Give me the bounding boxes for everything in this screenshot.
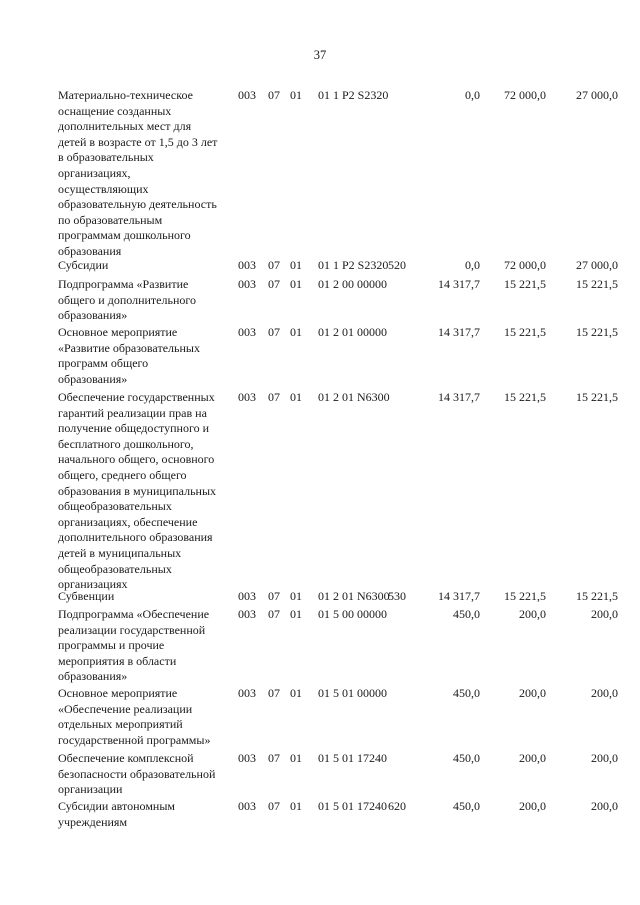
- amount-year-3: 27 000,0: [576, 88, 618, 102]
- subsection-code: 01: [290, 799, 302, 813]
- subsection-code: 01: [290, 258, 302, 272]
- dept-code: 003: [238, 88, 256, 102]
- subsection-code: 01: [290, 88, 302, 102]
- amount-year-2: 15 221,5: [504, 390, 546, 404]
- row-name: Материально-техническое оснащение созданных дополнительных мест для детей в возрасте от 1,5 до 3 лет в образовательных организациях, осуществляющих образовательную деятельность по образовательным программам дошкольного образования: [58, 88, 218, 258]
- dept-code: 003: [238, 799, 256, 813]
- amount-year-2: 200,0: [519, 607, 546, 621]
- subsection-code: 01: [290, 751, 302, 765]
- amount-year-1: 14 317,7: [438, 589, 480, 603]
- row-name: Обеспечение государственных гарантий реализации прав на получение общедоступного и бесплатного дошкольного, начального общего, основного общего, среднего общего образования в муниципальных общеобразовательных организациях, обеспечение дополнительного образования детей в муниципальных общеобразовательных организациях: [58, 390, 217, 592]
- amount-year-1: 450,0: [453, 686, 480, 700]
- target-article-code: 01 5 01 17240: [318, 751, 387, 765]
- expense-type-code: 620: [388, 799, 406, 813]
- row-name: Основное мероприятие «Обеспечение реализации отдельных мероприятий государственной программы»: [58, 686, 211, 747]
- amount-year-1: 450,0: [453, 751, 480, 765]
- amount-year-2: 72 000,0: [504, 258, 546, 272]
- amount-year-1: 14 317,7: [438, 390, 480, 404]
- target-article-code: 01 2 01 00000: [318, 325, 387, 339]
- row-name: Основное мероприятие «Развитие образовательных программ общего образования»: [58, 325, 200, 386]
- target-article-code: 01 5 01 00000: [318, 686, 387, 700]
- amount-year-3: 27 000,0: [576, 258, 618, 272]
- row-name: Субвенции: [58, 589, 115, 603]
- dept-code: 003: [238, 258, 256, 272]
- amount-year-2: 200,0: [519, 799, 546, 813]
- expense-type-code: 520: [388, 258, 406, 272]
- subsection-code: 01: [290, 325, 302, 339]
- amount-year-1: 450,0: [453, 607, 480, 621]
- section-code: 07: [268, 686, 280, 700]
- target-article-code: 01 1 P2 S2320: [318, 88, 389, 102]
- amount-year-1: 14 317,7: [438, 277, 480, 291]
- amount-year-1: 450,0: [453, 799, 480, 813]
- target-article-code: 01 2 01 N6300: [318, 390, 390, 404]
- amount-year-3: 200,0: [591, 607, 618, 621]
- amount-year-3: 15 221,5: [576, 277, 618, 291]
- target-article-code: 01 1 P2 S2320: [318, 258, 389, 272]
- target-article-code: 01 2 01 N6300: [318, 589, 390, 603]
- subsection-code: 01: [290, 390, 302, 404]
- dept-code: 003: [238, 751, 256, 765]
- amount-year-1: 0,0: [465, 258, 480, 272]
- row-name: Субсидии: [58, 258, 109, 272]
- section-code: 07: [268, 751, 280, 765]
- dept-code: 003: [238, 277, 256, 291]
- section-code: 07: [268, 277, 280, 291]
- row-name: Субсидии автономным учреждениям: [58, 799, 175, 829]
- dept-code: 003: [238, 686, 256, 700]
- dept-code: 003: [238, 325, 256, 339]
- amount-year-2: 200,0: [519, 751, 546, 765]
- subsection-code: 01: [290, 277, 302, 291]
- section-code: 07: [268, 88, 280, 102]
- expense-type-code: 530: [388, 589, 406, 603]
- amount-year-2: 72 000,0: [504, 88, 546, 102]
- amount-year-3: 200,0: [591, 686, 618, 700]
- amount-year-2: 15 221,5: [504, 589, 546, 603]
- target-article-code: 01 2 00 00000: [318, 277, 387, 291]
- row-name: Обеспечение комплексной безопасности образовательной организации: [58, 751, 216, 797]
- dept-code: 003: [238, 607, 256, 621]
- amount-year-3: 15 221,5: [576, 390, 618, 404]
- amount-year-3: 15 221,5: [576, 325, 618, 339]
- target-article-code: 01 5 01 17240: [318, 799, 387, 813]
- amount-year-2: 200,0: [519, 686, 546, 700]
- row-name: Подпрограмма «Обеспечение реализации государственной программы и прочие мероприятия в области образования»: [58, 607, 210, 684]
- amount-year-3: 15 221,5: [576, 589, 618, 603]
- dept-code: 003: [238, 390, 256, 404]
- section-code: 07: [268, 607, 280, 621]
- section-code: 07: [268, 258, 280, 272]
- amount-year-3: 200,0: [591, 799, 618, 813]
- amount-year-3: 200,0: [591, 751, 618, 765]
- page-number: 37: [313, 48, 327, 62]
- amount-year-2: 15 221,5: [504, 277, 546, 291]
- amount-year-2: 15 221,5: [504, 325, 546, 339]
- amount-year-1: 14 317,7: [438, 325, 480, 339]
- target-article-code: 01 5 00 00000: [318, 607, 387, 621]
- amount-year-1: 0,0: [465, 88, 480, 102]
- dept-code: 003: [238, 589, 256, 603]
- section-code: 07: [268, 799, 280, 813]
- row-name: Подпрограмма «Развитие общего и дополнительного образования»: [58, 277, 196, 323]
- subsection-code: 01: [290, 686, 302, 700]
- section-code: 07: [268, 390, 280, 404]
- section-code: 07: [268, 589, 280, 603]
- subsection-code: 01: [290, 607, 302, 621]
- section-code: 07: [268, 325, 280, 339]
- subsection-code: 01: [290, 589, 302, 603]
